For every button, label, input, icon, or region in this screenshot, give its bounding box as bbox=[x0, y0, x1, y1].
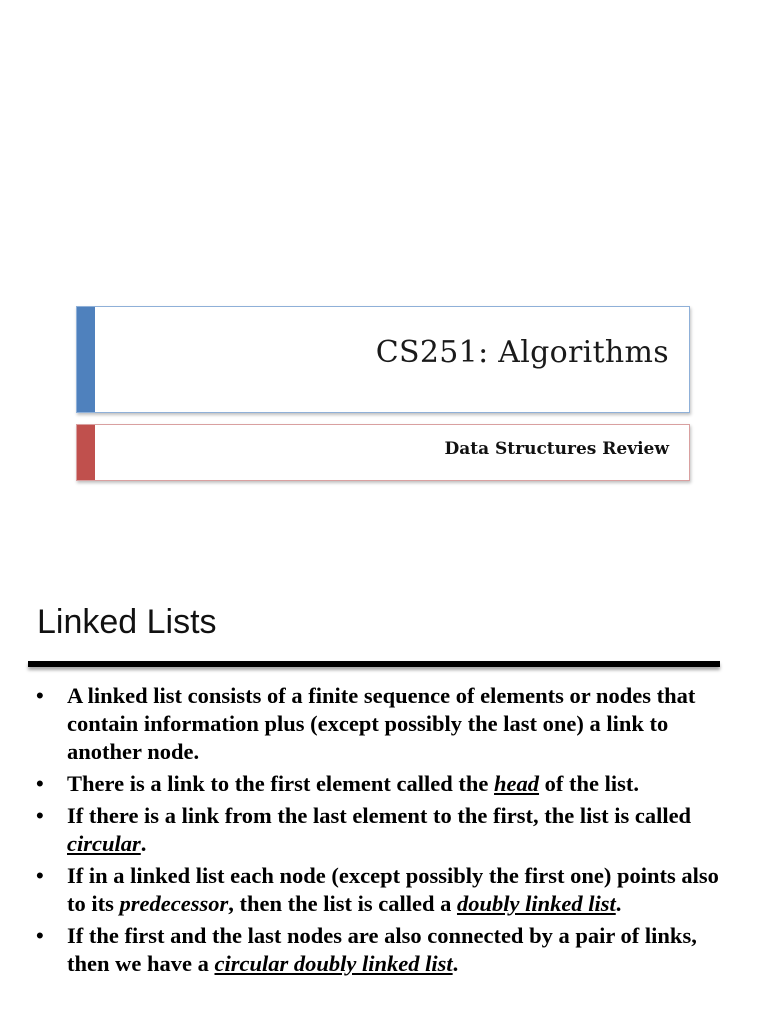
term-doubly-linked-list: doubly linked list bbox=[456, 891, 616, 916]
bullet-text: If there is a link from the last element to the first, the list is called bbox=[67, 803, 692, 828]
bullet-item bbox=[28, 862, 728, 918]
bullet-item bbox=[28, 922, 728, 978]
title-divider bbox=[28, 661, 720, 667]
bullet-text: . bbox=[140, 831, 147, 856]
bullet-text: If the first and the last nodes are also connected by a pair of links, then we have a bbox=[67, 923, 697, 976]
title-card bbox=[76, 306, 690, 413]
section-title: Linked Lists bbox=[37, 603, 217, 641]
bullet-text: There is a link to the first element called the bbox=[67, 771, 495, 796]
bullet-text: . bbox=[452, 951, 459, 976]
bullet-icon: • bbox=[36, 863, 44, 888]
bullet-icon: • bbox=[36, 803, 44, 828]
bullet-icon: • bbox=[36, 771, 44, 796]
bullet-text: A linked list consists of a finite sequence of elements or nodes that contain information plus (except possibly the last one) a link to another node. bbox=[67, 683, 696, 764]
slide-title: CS251: Algorithms bbox=[375, 335, 669, 370]
bullet-text: . bbox=[615, 891, 622, 916]
bullet-text: of the list. bbox=[539, 771, 640, 796]
subtitle-accent-bar bbox=[77, 425, 95, 480]
bullet-icon: • bbox=[36, 923, 44, 948]
term-circular: circular bbox=[67, 831, 141, 856]
term-predecessor: predecessor bbox=[119, 891, 229, 916]
bullet-text: If in a linked list each node (except possibly the first one) points also to its bbox=[67, 863, 719, 916]
term-circular-doubly-linked-list: circular doubly linked list bbox=[214, 951, 453, 976]
bullet-item bbox=[28, 802, 728, 858]
title-accent-bar bbox=[77, 307, 95, 412]
bullet-item bbox=[28, 770, 728, 798]
subtitle-card bbox=[76, 424, 690, 481]
bullet-list bbox=[28, 682, 728, 982]
bullet-text: , then the list is called a bbox=[228, 891, 457, 916]
slide-subtitle: Data Structures Review bbox=[444, 439, 669, 459]
bullet-icon: • bbox=[36, 683, 44, 708]
term-head: head bbox=[494, 771, 540, 796]
bullet-item bbox=[28, 682, 728, 766]
